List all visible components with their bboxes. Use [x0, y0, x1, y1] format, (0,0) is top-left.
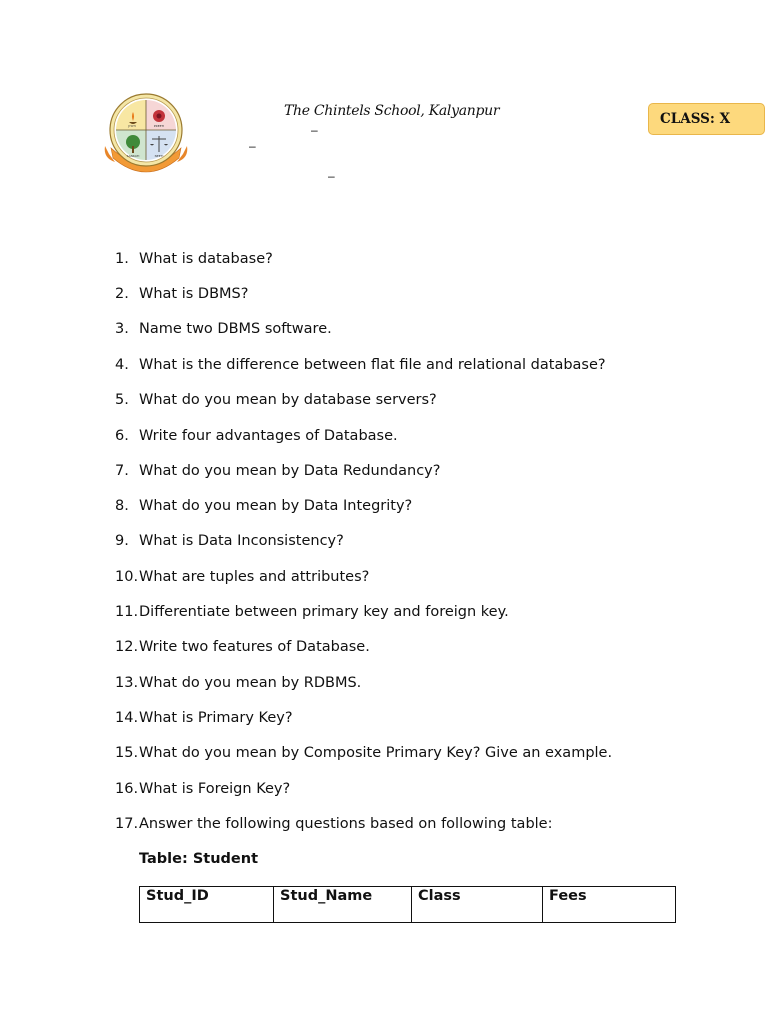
table-header-cell: Stud_ID	[140, 887, 274, 923]
table-header-cell: Fees	[543, 887, 676, 923]
class-badge: CLASS: X	[648, 103, 765, 135]
question-text: Name two DBMS software.	[139, 321, 332, 337]
school-name: The Chintels School, Kalyanpur	[284, 103, 500, 119]
student-table	[139, 886, 676, 923]
header-divider-mark: –	[249, 139, 256, 153]
question-number: 17.	[115, 816, 139, 832]
table-header-row	[140, 887, 676, 923]
question-number: 6.	[115, 428, 129, 444]
question-text: What do you mean by database servers?	[139, 392, 437, 408]
question-text: What do you mean by RDBMS.	[139, 675, 362, 691]
question-text: What do you mean by Composite Primary Key? Give an example.	[139, 745, 613, 761]
question-text: What are tuples and attributes?	[139, 569, 370, 585]
question-number: 1.	[115, 251, 129, 267]
question-number: 4.	[115, 357, 129, 373]
question-number: 7.	[115, 463, 129, 479]
question-number: 2.	[115, 286, 129, 302]
question-number: 13.	[115, 675, 139, 691]
question-text: What is Primary Key?	[139, 710, 293, 726]
table-header-cell: Class	[412, 887, 543, 923]
svg-text:NEETI: NEETI	[154, 154, 164, 158]
table-header-cell: Stud_Name	[274, 887, 412, 923]
table-title: Table: Student	[139, 851, 259, 867]
question-text: What is Foreign Key?	[139, 781, 291, 797]
question-number: 5.	[115, 392, 129, 408]
question-text: Answer the following questions based on following table:	[139, 816, 553, 832]
svg-text:JYOTI: JYOTI	[128, 124, 136, 128]
header-divider-mark: –	[328, 169, 335, 183]
question-number: 15.	[115, 745, 139, 761]
question-number: 9.	[115, 533, 129, 549]
question-number: 8.	[115, 498, 129, 514]
question-number: 12.	[115, 639, 139, 655]
question-number: 16.	[115, 781, 139, 797]
question-number: 14.	[115, 710, 139, 726]
question-text: Differentiate between primary key and foreign key.	[139, 604, 509, 620]
svg-text:PREETI: PREETI	[153, 124, 165, 128]
question-text: What do you mean by Data Redundancy?	[139, 463, 441, 479]
question-number: 3.	[115, 321, 129, 337]
svg-text:SANKATI: SANKATI	[126, 154, 140, 158]
question-text: Write two features of Database.	[139, 639, 370, 655]
question-number: 11.	[115, 604, 139, 620]
header-divider-mark: –	[311, 123, 318, 137]
question-text: What do you mean by Data Integrity?	[139, 498, 413, 514]
question-text: What is DBMS?	[139, 286, 249, 302]
question-text: What is the difference between flat file and relational database?	[139, 357, 606, 373]
question-text: What is database?	[139, 251, 273, 267]
question-text: Write four advantages of Database.	[139, 428, 398, 444]
question-text: What is Data Inconsistency?	[139, 533, 344, 549]
question-number: 10.	[115, 569, 139, 585]
